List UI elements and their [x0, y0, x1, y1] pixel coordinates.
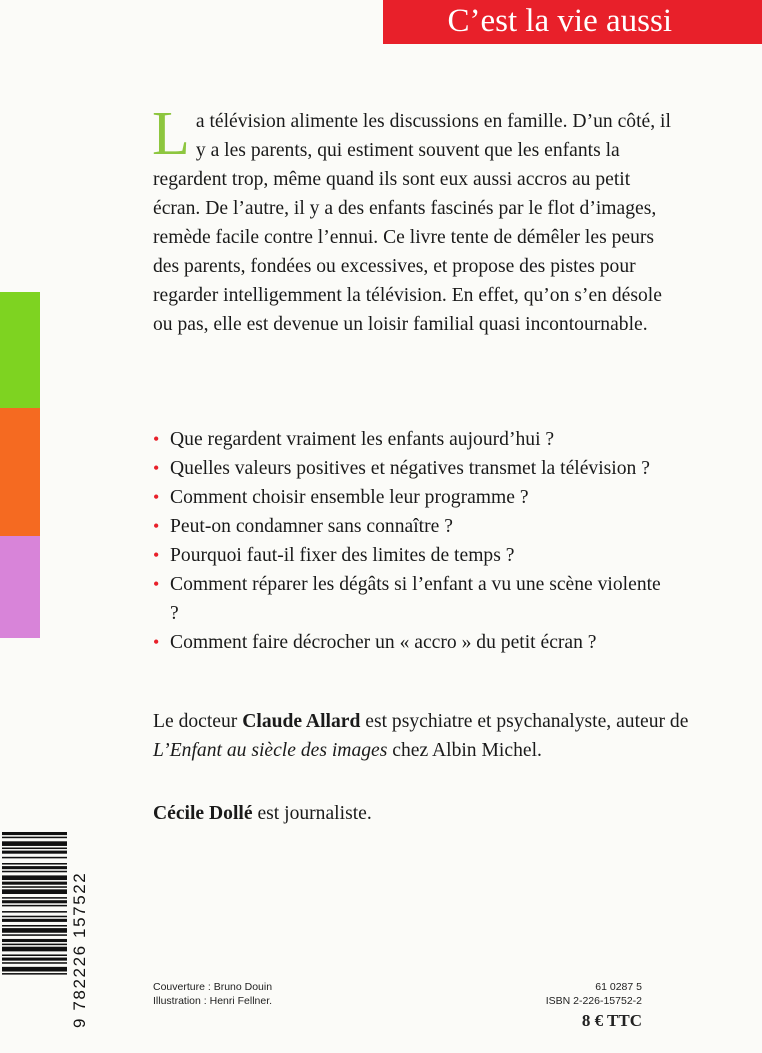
barcode-number: 9 782226 157522 — [70, 871, 89, 1028]
barcode-bar — [2, 973, 67, 975]
book-title: L’Enfant au siècle des images — [153, 740, 388, 761]
bullet-icon: • — [153, 516, 160, 536]
question-item — [153, 425, 673, 454]
barcode-bar — [2, 916, 67, 918]
bullet-icon: • — [153, 632, 160, 652]
question-text: Comment réparer les dégâts si l’enfant a vu une scène violente ? — [170, 574, 661, 624]
coauthor-name: Cécile Dollé — [153, 803, 253, 824]
author-name: Claude Allard — [242, 711, 361, 732]
author-middle: est psychiatre et psychanalyste, auteur de — [360, 711, 689, 732]
question-list — [153, 425, 673, 657]
barcode-bar — [2, 928, 67, 933]
barcode-bar — [2, 851, 67, 854]
bullet-icon: • — [153, 458, 160, 478]
cover-credit: Couverture : Bruno Douin — [153, 981, 273, 993]
question-text: Comment choisir ensemble leur programme ? — [170, 487, 529, 508]
barcode-bar — [2, 905, 67, 907]
credits — [153, 980, 272, 1008]
barcode-bar — [2, 889, 67, 894]
question-item — [153, 541, 673, 570]
barcode-bar — [2, 925, 67, 927]
barcode-bar — [2, 911, 67, 913]
bullet-icon: • — [153, 487, 160, 507]
barcode-bar — [2, 944, 67, 946]
barcode-bar — [2, 939, 67, 942]
barcode-bar — [2, 900, 67, 903]
question-text: Quelles valeurs positives et négatives transmet la télévision ? — [170, 458, 650, 479]
author-suffix: chez Albin Michel. — [387, 740, 542, 761]
barcode-bar — [2, 958, 67, 961]
question-item — [153, 454, 673, 483]
question-item — [153, 570, 673, 628]
barcode-bar — [2, 919, 67, 922]
barcode-bar — [2, 866, 67, 869]
orange-strip — [0, 408, 40, 536]
barcode-bar — [2, 962, 67, 964]
isbn: ISBN 2-226-15752-2 — [545, 995, 642, 1007]
barcode-bar — [2, 886, 67, 888]
bullet-icon: • — [153, 429, 160, 449]
series-banner — [383, 0, 762, 44]
barcode — [2, 832, 67, 1032]
author-prefix: Le docteur — [153, 711, 243, 732]
bullet-icon: • — [153, 545, 160, 565]
drop-cap: L — [152, 100, 190, 168]
barcode-bar — [2, 934, 67, 936]
green-strip — [0, 292, 40, 408]
series-title: C’est la vie aussi — [447, 3, 672, 39]
question-item — [153, 628, 673, 657]
question-text: Peut-on condamner sans connaître ? — [170, 516, 453, 537]
pink-strip — [0, 536, 40, 638]
illustration-credit: Illustration : Henri Fellner. — [153, 995, 273, 1007]
question-text: Comment faire décrocher un « accro » du petit écran ? — [170, 632, 597, 653]
author-note — [153, 707, 693, 765]
barcode-bar — [2, 857, 67, 859]
question-item — [153, 483, 673, 512]
barcode-bar — [2, 871, 67, 873]
bullet-icon: • — [153, 574, 160, 594]
intro-paragraph — [152, 100, 673, 339]
barcode-bar — [2, 897, 67, 899]
barcode-bar — [2, 841, 67, 846]
barcode-bar — [2, 863, 67, 865]
question-text: Pourquoi faut-il fixer des limites de temps ? — [170, 545, 515, 566]
barcode-bar — [2, 875, 67, 880]
barcode-bar — [2, 954, 67, 956]
question-item — [153, 512, 673, 541]
barcode-bar — [2, 947, 67, 952]
coauthor-suffix: est journaliste. — [252, 803, 372, 824]
question-text: Que regardent vraiment les enfants aujourd’hui ? — [170, 429, 555, 450]
intro-text: a télévision alimente les discussions en famille. D’un côté, il y a les parents, qui estiment souvent que les enfants la regardent trop, même quand ils sont eux aussi accros au petit écran. De l’autre, il y a des enfants fascinés par le flot d’images, remède facile contre l’ennui. Ce livre tente de démêler les peurs des parents, fondées ou excessives, et propose des pistes pour regarder intelligemment la télévision. En effet, qu’on s’en désole ou pas, elle est devenue un loisir familial quasi incontournable. — [153, 111, 671, 335]
barcode-bar — [2, 967, 67, 972]
coauthor-note — [153, 799, 693, 828]
barcode-bar — [2, 832, 67, 835]
publication-info — [546, 980, 642, 1031]
barcode-bar — [2, 882, 67, 885]
barcode-bar — [2, 837, 67, 839]
price: 8 € TTC — [581, 1011, 642, 1030]
color-strips — [0, 292, 40, 638]
barcode-bar — [2, 848, 67, 850]
publisher-code: 61 0287 5 — [595, 981, 642, 993]
